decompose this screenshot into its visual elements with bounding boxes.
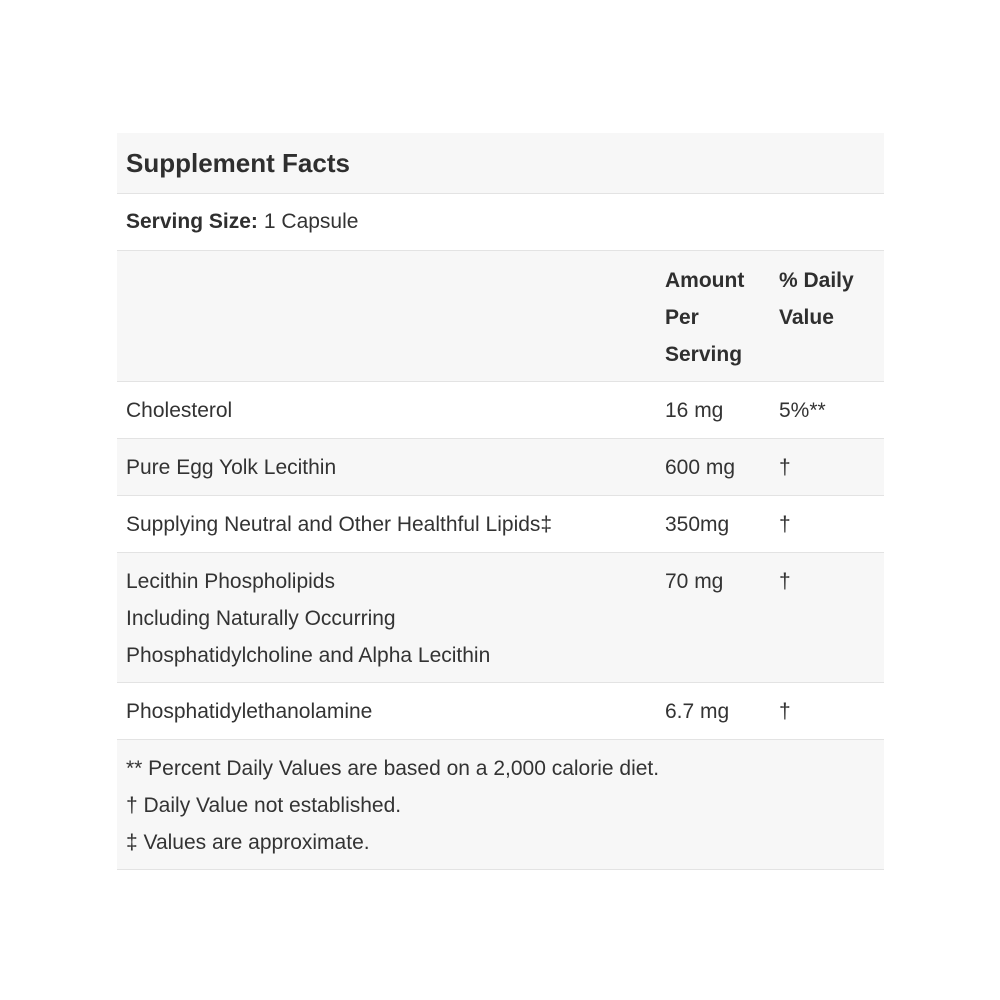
serving-size-label: Serving Size:	[126, 210, 258, 233]
nutrient-name: Phosphatidylethanolamine	[126, 700, 373, 723]
table-row	[117, 683, 884, 740]
nutrient-name: Supplying Neutral and Other Healthful Lipids‡	[126, 513, 553, 536]
nutrient-daily-value: †	[779, 513, 791, 536]
nutrient-amount: 16 mg	[665, 399, 724, 422]
nutrient-daily-value: †	[779, 570, 791, 593]
daily-value-header	[769, 262, 884, 381]
nutrient-name	[117, 563, 655, 682]
title-row	[117, 133, 884, 194]
table-row	[117, 553, 884, 683]
nutrient-daily-value: †	[779, 456, 791, 479]
nutrient-amount: 70 mg	[665, 570, 724, 593]
nutrient-name-line: Including Naturally Occurring	[126, 607, 396, 630]
column-header-row	[117, 251, 884, 382]
table-row	[117, 382, 884, 439]
daily-value-header-line: % Daily	[779, 269, 854, 292]
nutrient-name-line: Lecithin Phospholipids	[126, 570, 335, 593]
amount-per-serving-header	[655, 262, 769, 381]
nutrient-daily-value: †	[779, 700, 791, 723]
nutrient-header	[117, 262, 655, 381]
supplement-facts-table	[117, 133, 884, 870]
table-row	[117, 496, 884, 553]
amount-header-line: Amount	[665, 269, 745, 292]
amount-header-line: Serving	[665, 343, 743, 366]
daily-value-header-line: Value	[779, 306, 834, 329]
footnote: ‡ Values are approximate.	[126, 831, 370, 854]
amount-header-line: Per	[665, 306, 699, 329]
nutrient-daily-value: 5%**	[779, 399, 826, 422]
footnote: ** Percent Daily Values are based on a 2,000 calorie diet.	[126, 757, 660, 780]
serving-size-value: 1 Capsule	[263, 210, 359, 233]
nutrient-amount: 600 mg	[665, 456, 736, 479]
table-row	[117, 439, 884, 496]
nutrient-name-line: Phosphatidylcholine and Alpha Lecithin	[126, 644, 491, 667]
nutrient-amount: 6.7 mg	[665, 700, 730, 723]
nutrient-amount: 350mg	[665, 513, 730, 536]
serving-size-row	[117, 194, 884, 251]
nutrient-name: Pure Egg Yolk Lecithin	[126, 456, 337, 479]
footnotes	[117, 740, 884, 870]
supplement-facts-title: Supplement Facts	[126, 147, 350, 178]
footnote: † Daily Value not established.	[126, 794, 402, 817]
nutrient-name: Cholesterol	[126, 399, 233, 422]
